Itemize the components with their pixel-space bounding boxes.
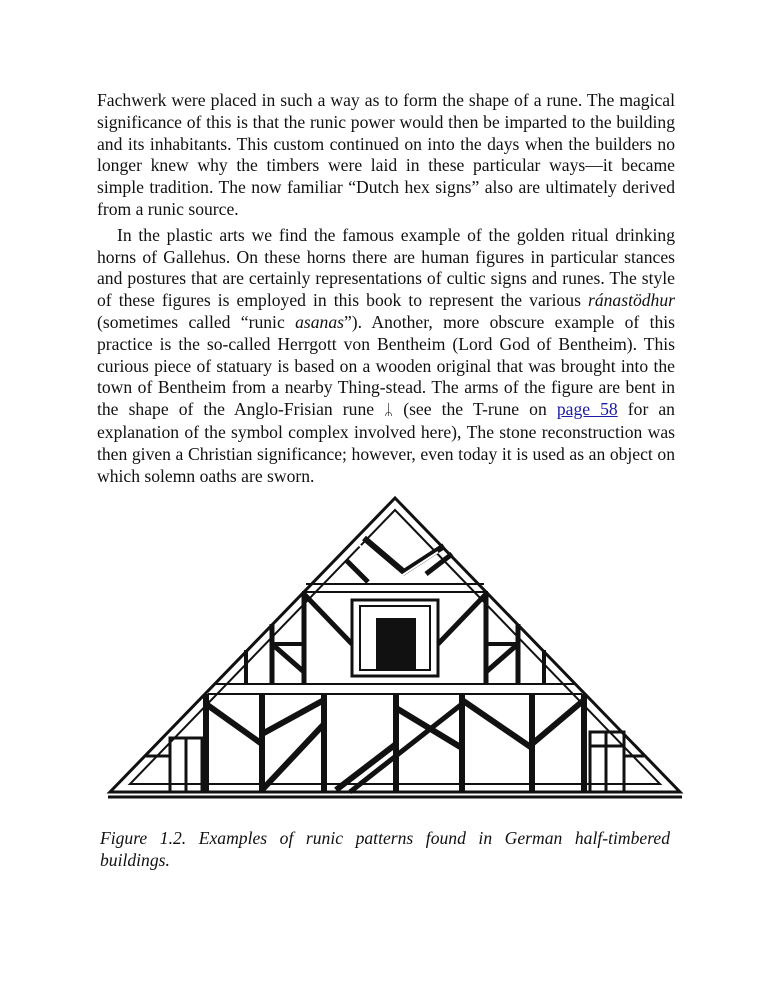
figure-half-timbered-gable [106,494,684,804]
paragraph-2-part-3: ”). Another, more obscure example of this practice is the so-called Herrgott von Bentheim (Lord God of Bentheim). This curious piece of statuary is based on a wooden original that was brought into the town of Bentheim from a nearby Thing-stead. The arms of the figure are bent in the shape of the Anglo-Frisian rune [97,311,675,420]
paragraph-2-part-1: In the plastic arts we find the famous example of the golden ritual drinking horns of Gallehus. On these horns there are human figures in particular stances and postures that are certainly representations of cultic signs and runes. The style of these figures is employed in this book to represent the various [97,224,675,311]
half-timbered-gable-illustration [106,494,684,804]
paragraph-2 [97,225,675,488]
page-58-link[interactable]: page 58 [556,399,618,420]
term-asanas: asanas [295,311,344,332]
paragraph-2-part-2: (sometimes called “runic [97,311,296,332]
body-text [97,90,675,487]
paragraph-1: Fachwerk were placed in such a way as to form the shape of a rune. The magical significance of this is that the runic power would then be imparted to the building and its inhabitants. This custom continued on into the days when the builders no longer knew why the timbers were laid in these particular ways—it became simple tradition. The now familiar “Dutch hex signs” also are ultimately derived from a runic source. [97,90,675,219]
paragraph-2-part-5: for an explanation of the symbol complex involved here), The stone reconstruction was then given a Christian significance; however, even today it is used as an object on which solemn oaths are sworn. [97,399,675,486]
anglo-frisian-rune-glyph: ᛦ [384,401,394,420]
term-ranastodhur: ránastödhur [587,290,675,311]
figure-caption: Figure 1.2. Examples of runic patterns found in German half-timbered buildings. [100,828,670,870]
paragraph-2-part-4: (see the T-rune on [393,399,557,420]
